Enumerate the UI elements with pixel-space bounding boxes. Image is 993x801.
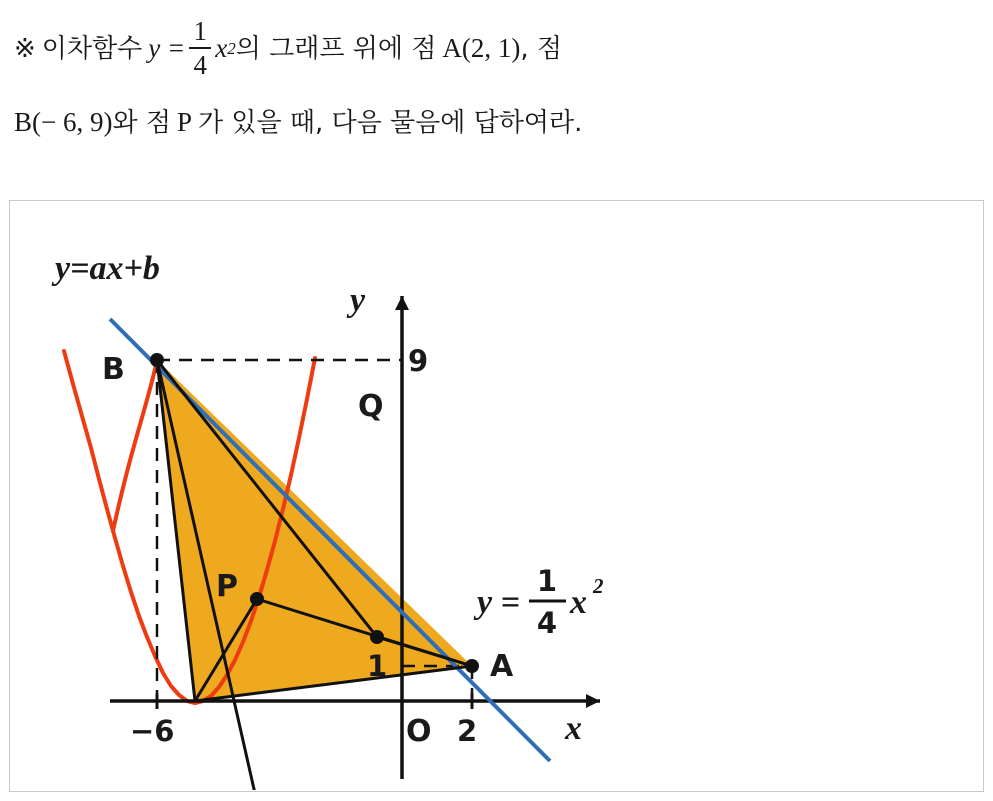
- label-tick-y-1: 1: [367, 649, 388, 683]
- parabola-eq-y-equals: y =: [477, 584, 520, 621]
- statement-line-2: [14, 86, 974, 160]
- statement-word-of-graph: 의 그래프 위에 점: [235, 33, 437, 64]
- point-p-marker: [250, 592, 264, 606]
- figure-panel: [9, 200, 984, 792]
- statement-point-a: A: [442, 33, 462, 64]
- label-origin: O: [406, 714, 432, 749]
- x-axis-arrowhead: [586, 694, 600, 708]
- label-tick-x-2: 2: [457, 714, 478, 748]
- statement-point-p: P: [176, 107, 193, 138]
- label-tick-x-neg6: −6: [130, 714, 175, 748]
- parabola-eq-denominator: 4: [536, 606, 558, 640]
- statement-word-and-p: 와 점: [112, 107, 171, 138]
- statement-x-exponent: 2: [227, 38, 236, 58]
- problem-statement: [14, 12, 974, 160]
- label-point-p: P: [216, 569, 238, 604]
- label-tick-y-9: 9: [408, 344, 429, 378]
- y-axis-arrowhead: [395, 296, 409, 310]
- bullet-mark: ※: [14, 33, 36, 64]
- point-a-marker: [465, 659, 479, 673]
- label-axis-y: y: [350, 282, 366, 319]
- statement-line-1: [14, 12, 974, 86]
- point-q-marker: [370, 630, 384, 644]
- label-point-b: B: [102, 352, 125, 387]
- label-point-q: Q: [358, 389, 384, 424]
- statement-point-b: B: [14, 107, 33, 138]
- statement-point-a-coords: (2, 1): [461, 33, 521, 64]
- statement-fraction: [189, 17, 211, 79]
- fraction-denominator: 4: [193, 49, 207, 80]
- point-b-marker: [150, 353, 164, 367]
- fraction-numerator: 1: [193, 15, 207, 46]
- statement-comma-point: , 점: [520, 33, 562, 64]
- label-axis-x: x: [565, 710, 582, 747]
- parabola-eq-x: x: [570, 584, 587, 621]
- statement-x-symbol: x: [215, 33, 228, 64]
- label-parabola-equation: [473, 564, 604, 640]
- statement-word-tail: 가 있을 때, 다음 물음에 답하여라.: [198, 107, 583, 138]
- fraction-bar: [189, 47, 211, 49]
- statement-y-equals: y =: [148, 33, 186, 64]
- parabola-eq-exponent: 2: [593, 574, 604, 598]
- coordinate-plane-graph: [10, 201, 982, 790]
- label-line-equation: y=ax+b: [55, 250, 160, 287]
- statement-word-quadratic: 이차함수: [41, 33, 143, 64]
- parabola-eq-numerator: 1: [536, 564, 558, 598]
- label-point-a: A: [490, 649, 514, 684]
- statement-point-b-coords: (− 6, 9): [32, 107, 113, 138]
